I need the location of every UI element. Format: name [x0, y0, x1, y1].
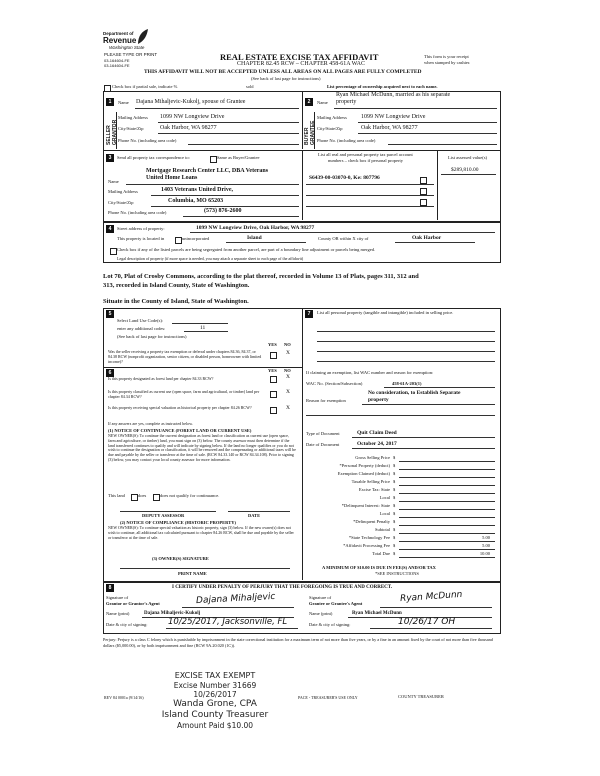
seller-city: Oak Harbor, WA 98277: [160, 125, 217, 131]
s5-yes: YES: [268, 342, 277, 347]
corr-mailing-label: Mailing Address: [108, 189, 138, 194]
logo-line3: Washington State: [109, 45, 145, 50]
tax-row-label: Local: [379, 495, 390, 500]
city-value: Oak Harbor: [412, 235, 442, 241]
does-label: does: [138, 493, 147, 498]
notice1-title: (1) NOTICE OF CONTINUANCE (FOREST LAND OR CURRENT USE): [108, 428, 252, 433]
corr-name-label: Name: [108, 179, 119, 184]
same-as-buyer-checkbox[interactable]: [210, 156, 217, 163]
currency-sign: $: [393, 551, 396, 556]
grantee-date-label: Date & city of signing:: [309, 622, 351, 627]
tax-row-label: *Affidavit Processing Fee: [343, 543, 390, 548]
assessed-label: List assessed value(s): [448, 155, 487, 160]
s5-yes-checkbox[interactable]: [270, 352, 277, 359]
section-2-badge: 2: [305, 98, 313, 106]
currency-sign: $: [393, 495, 396, 500]
wac-label: WAC No. (Section/Subsection): [306, 381, 363, 386]
tax-row-label: *State Technology Fee: [348, 535, 390, 540]
grantor-date-city: 10/25/2017, Jacksonville, FL: [168, 617, 288, 627]
form-code-1: 03-164604-FE: [104, 58, 130, 63]
buyer-vertical-label: BUYER GRANTEE: [304, 120, 316, 145]
seller-name: Dajana Mihaljevic-Kukolj, spouse of Grantee: [136, 99, 246, 105]
stamp-line-6: Amount Paid $10.00: [176, 721, 254, 730]
deputy-date-label: DATE: [248, 513, 261, 518]
grantor-sig-label-1: Signature of: [106, 595, 129, 600]
stamp-line-5: Island County Treasurer: [161, 710, 269, 720]
buyer-city-label: City/State/Zip: [317, 126, 343, 131]
notice1-text: NEW OWNER(S): To continue the current designation as forest land or classification as current use (open space, farm and agriculture, or timber) land, you must sign on (3) below. The county assessor must then determine if the land transferred continues to qualify and will indicate by signing below. If the land no longer qualifies or you do not wish to continue the designation or classification, it will be removed and the compensating or additional taxes will be due and payable by the seller or transferor at the time of sale. (RCW 84.33.140 or RCW 84.34.108). Prior to signing (3) below, you may contact your local county assessor for more information.: [108, 433, 296, 462]
currency-sign: $: [393, 519, 396, 524]
reason-label: Reason for exemption: [306, 398, 346, 403]
land-use-see-back: (See back of last page for instructions): [117, 334, 187, 339]
stamp-line-3: 10/26/2017: [193, 690, 237, 699]
s6-q2-yes-checkbox[interactable]: [270, 391, 277, 398]
parcel-number: S6439-00-03070-0, Ke: 807796: [309, 175, 380, 181]
tax-row-label: Taxable Selling Price: [351, 479, 390, 484]
does-qualify-checkbox[interactable]: [131, 494, 138, 501]
parcel-personal-checkbox[interactable]: [420, 177, 427, 184]
grantor-name: Dajana Mihaljevic-Kukolj: [144, 611, 201, 616]
partial-sale-sold: sold: [246, 84, 254, 89]
tax-row-label: Local: [379, 511, 390, 516]
s5-question: Was the seller receiving a property tax exemption or deferral under chapters 84.36, 84.37, or 84.38 RCW (nonprofit organization, senior citizen, or disabled person, homeowner with limited income)?: [108, 349, 262, 364]
s6-no: NO: [284, 368, 291, 373]
grantor-sig-label-2: Grantor or Grantor's Agent: [106, 601, 160, 606]
treasurer-use-only: PACE - TREASURER'S USE ONLY: [298, 695, 358, 700]
same-as-buyer-label: Same as Buyer/Grantee: [217, 155, 260, 160]
land-use-label: Select Land Use Code(s):: [117, 318, 164, 323]
parcel-personal-checkbox-3[interactable]: [420, 199, 427, 206]
parcel-label-1: List all real and personal property tax parcel account: [318, 152, 413, 157]
seller-phone-label: Phone No. (including area code): [118, 138, 177, 143]
wac-number: 458-61A-203(1): [392, 381, 422, 386]
correspondence-label: Send all property tax correspondence to:: [117, 155, 190, 160]
seller-name-label: Name: [118, 100, 129, 105]
tax-row-label: Total Due: [372, 551, 390, 556]
owner-signature-label: (3) OWNER(S) SIGNATURE: [152, 556, 209, 561]
seller-mailing-label: Mailing Address: [118, 115, 148, 120]
section-4-badge: 4: [106, 225, 114, 233]
tax-row-label: Subtotal: [374, 527, 390, 532]
receipt-note-2: when stamped by cashier.: [424, 60, 471, 65]
s6-q1-yes-checkbox[interactable]: [270, 376, 277, 383]
buyer-name-line2: property: [336, 99, 357, 105]
corr-phone-label: Phone No. (including area code): [108, 210, 167, 215]
unincorporated-label: unincorporated: [182, 236, 210, 241]
county-or-label: County OR within X city of: [318, 236, 369, 241]
s6-q3: Is this property receiving special valuation as historical property per chapter 84.26 RCW?: [108, 405, 252, 410]
s5-answer: X: [286, 350, 290, 356]
seller-city-label: City/State/Zip: [118, 126, 144, 131]
located-label: This property is located in: [117, 236, 165, 241]
not-qualify-label: does not qualify for continuance.: [160, 493, 220, 498]
currency-sign: $: [393, 471, 396, 476]
buyer-name-line1: Ryan Michael McDunn, married as his separate: [336, 92, 451, 98]
section-5-badge: 5: [106, 310, 114, 318]
segregated-checkbox[interactable]: [110, 248, 117, 255]
doc-date-label: Date of Document: [306, 442, 340, 447]
grantor-signature: Dajana Mihaljevic: [195, 591, 276, 607]
buyer-mailing-label: Mailing Address: [317, 115, 347, 120]
see-back-text: (See back of last page for instructions): [251, 76, 321, 81]
section-6-badge: 6: [106, 369, 114, 377]
total-due-value: 10.00: [479, 551, 490, 556]
certify-text: I CERTIFY UNDER PENALTY OF PERJURY THAT THE FOREGOING IS TRUE AND CORRECT.: [172, 585, 393, 590]
grantee-name: Ryan Michael McDunn: [352, 611, 402, 616]
seller-vertical-label: SELLER GRANTOR: [106, 119, 118, 145]
section-1-badge: 1: [106, 98, 114, 106]
corr-name-line1: Mortgage Research Center LLC, DBA Veterans: [146, 168, 269, 174]
receipt-note-1: This form is your receipt: [424, 54, 469, 59]
assessed-value: $289,810.00: [451, 167, 479, 173]
section-7-badge: 7: [305, 310, 313, 318]
currency-sign: $: [393, 543, 396, 548]
tax-row-label: *Delinquent Interest: State: [341, 503, 390, 508]
buyer-city: Oak Harbor, WA 98277: [361, 125, 418, 131]
unincorporated-checkbox[interactable]: [175, 237, 182, 244]
currency-sign: $: [393, 527, 396, 532]
tax-row-label: Exemption Claimed (deduct): [337, 471, 390, 476]
page-title: REAL ESTATE EXCISE TAX AFFIDAVIT: [220, 52, 379, 62]
stamp-line-1: EXCISE TAX EXEMPT: [174, 671, 256, 680]
stamp-line-4: Wanda Grone, CPA: [173, 699, 257, 709]
grantee-sig-label-1: Signature of: [309, 595, 332, 600]
tech-fee-value: 5.00: [482, 535, 490, 540]
currency-sign: $: [393, 455, 396, 460]
reason-line-1: No consideration, to Establish Separate: [368, 390, 461, 396]
logo-line1: Department of: [103, 31, 134, 36]
parcel-personal-checkbox-2[interactable]: [420, 188, 427, 195]
minimum-due-line1: A MINIMUM OF $10.00 IS DUE IN FEE(S) AND/OR TAX: [322, 565, 436, 570]
additional-codes-label: enter any additional codes:: [117, 326, 166, 331]
currency-sign: $: [393, 511, 396, 516]
print-name-label: PRINT NAME: [178, 571, 207, 576]
s6-yes: YES: [268, 368, 277, 373]
grantee-date-city: 10/26/17 OH: [398, 617, 456, 627]
processing-fee-value: 5.00: [482, 543, 490, 548]
s6-q2-answer: X: [286, 389, 290, 395]
county-treasurer: COUNTY TREASURER: [398, 694, 444, 699]
tax-row-label: *Delinquent Penalty: [353, 519, 390, 524]
s6-q3-yes-checkbox[interactable]: [270, 407, 277, 414]
currency-sign: $: [393, 463, 396, 468]
stamp-line-2: Excise Number 31669: [173, 681, 257, 690]
doc-date: October 24, 2017: [357, 441, 397, 447]
does-not-qualify-checkbox[interactable]: [153, 494, 160, 501]
legal-label: Legal description of property (if more space is needed, you may attach a separate sheet to each page of the affidavit): [117, 256, 304, 261]
partial-sale-label: Check box if partial sale, indicate %: [112, 84, 178, 89]
doc-type: Quit Claim Deed: [357, 430, 397, 436]
corr-city: Columbia, MO 65203: [168, 198, 224, 204]
s6-q1-answer: X: [286, 374, 290, 380]
deputy-assessor-label: DEPUTY ASSESSOR: [142, 513, 185, 518]
washington-leaf-icon: [136, 28, 150, 46]
please-type: PLEASE TYPE OR PRINT: [104, 52, 158, 57]
s6-q3-answer: X: [286, 405, 290, 411]
legal-line-2: 313, recorded in Island County, State of Washington.: [103, 282, 250, 289]
form-code-2: 03-164604-FE: [104, 63, 130, 68]
street-label: Street address of property:: [117, 226, 165, 231]
land-use-code: 11: [200, 325, 206, 331]
section-8-badge: 8: [106, 584, 114, 592]
section-3-badge: 3: [106, 154, 114, 162]
grantee-name-label: Name (print): [309, 611, 333, 616]
page-subtitle: CHAPTER 82.45 RCW – CHAPTER 458-61A WAC: [237, 61, 365, 67]
corr-name-line2: United Home Loans: [146, 175, 198, 181]
corr-city-label: City/State/Zip: [108, 200, 134, 205]
seller-mailing: 1099 NW Longview Drive: [160, 114, 225, 120]
perjury-text: Perjury: Perjury is a class C felony which is punishable by imprisonment in the state correctional institution for a maximum term of not more than five years, or by a fine in an amount fixed by the court of not more than five thousand dollars ($5,000.00), or by both imprisonment and fine (RCW 9A.20.020 (1C)).: [103, 637, 493, 648]
street-address: 1099 NW Longview Drive, Oak Harbor, WA 98277: [196, 225, 315, 231]
currency-sign: $: [393, 479, 396, 484]
s6-instructions: If any answers are yes, complete as instructed below.: [108, 421, 193, 426]
logo-line2: Revenue: [103, 36, 137, 45]
corr-mailing: 1403 Veterans United Drive,: [161, 187, 233, 193]
corr-phone: (573) 876-2600: [204, 208, 242, 214]
s6-q1: Is this property designated as forest land per chapter 84.33 RCW?: [108, 376, 214, 381]
land-line-label: This land: [108, 493, 125, 498]
doc-type-label: Type of Document: [306, 431, 340, 436]
grantee-signature: Ryan McDunn: [399, 589, 463, 605]
personal-property-label: List all personal property (tangible and intangible) included in selling price.: [317, 310, 454, 315]
legal-line-1: Lot 70, Plat of Crosby Commons, according to the plat thereof, recorded in Volume 13 of Plats, pages 311, 312 and: [103, 273, 419, 280]
warning-text: THIS AFFIDAVIT WILL NOT BE ACCEPTED UNLESS ALL AREAS ON ALL PAGES ARE FULLY COMPLETED: [144, 69, 422, 75]
grantor-name-label: Name (print): [106, 611, 130, 616]
currency-sign: $: [393, 503, 396, 508]
reason-line-2: property: [368, 397, 389, 403]
grantee-sig-label-2: Grantee or Grantee's Agent: [309, 601, 363, 606]
parcel-label-2: numbers – check box if personal property: [328, 158, 403, 163]
s6-q2: Is this property classified as current use (open space, farm and agricultural, or timber) land per chapter 84.34 RCW?: [108, 389, 260, 399]
exemption-label: If claiming an exemption, list WAC number and reason for exemption:: [306, 370, 434, 375]
segregated-label: Check box if any of the listed parcels are being segregated from another parcel, are part of a boundary line adjustment or parcels being merged.: [117, 247, 376, 252]
grantor-date-label: Date & city of signing:: [106, 622, 148, 627]
county-value: Island: [247, 235, 262, 241]
rev-code: REV 84 0001a (9/14/16): [104, 695, 144, 700]
buyer-mailing: 1099 NW Longview Drive: [361, 114, 426, 120]
minimum-due-line2: *SEE INSTRUCTIONS: [375, 571, 419, 576]
tax-row-label: Excise Tax: State: [358, 487, 390, 492]
buyer-phone-label: Phone No. (including area code): [317, 138, 376, 143]
currency-sign: $: [393, 535, 396, 540]
currency-sign: $: [393, 487, 396, 492]
s5-no: NO: [284, 342, 291, 347]
notice2-text: NEW OWNER(S): To continue special valuation as historic property, sign (3) below. If the new owner(s) does not wish to continue, all additional tax calculated pursuant to chapter 84.26 RCW, shall be due and payable by the seller or transferor at the time of sale.: [108, 525, 294, 540]
tax-row-label: Gross Selling Price: [355, 455, 390, 460]
buyer-name-label: Name: [317, 100, 328, 105]
list-percentage: List percentage of ownership acquired next to each name.: [327, 84, 438, 89]
tax-row-label: *Personal Property (deduct): [339, 463, 390, 468]
legal-line-3: Situate in the County of Island, State of Washington.: [103, 298, 249, 305]
notice2-title: (2) NOTICE OF COMPLIANCE (HISTORIC PROPERTY): [120, 520, 236, 525]
